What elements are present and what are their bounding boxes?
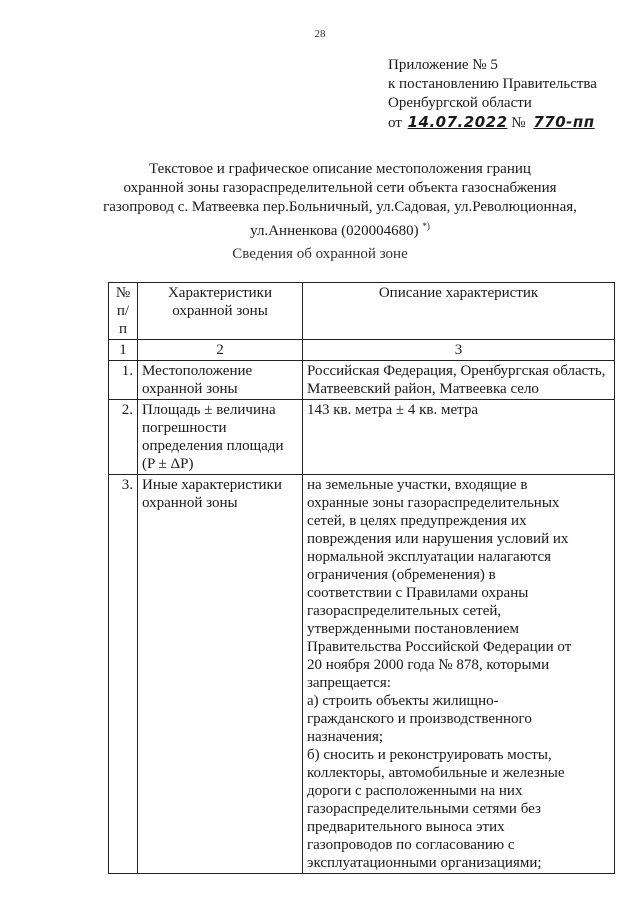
appendix-line-4 (388, 113, 597, 133)
table-row (109, 400, 615, 475)
document-title (70, 160, 610, 241)
row-characteristic: Площадь ± величина погрешности определения площади (P ± ΔP) (138, 400, 303, 475)
row-number: 1. (109, 361, 138, 400)
handwritten-number: 770-пп (533, 113, 595, 131)
zone-info-table (108, 282, 615, 874)
page-number: 28 (314, 28, 326, 40)
title-line-1: Текстовое и графическое описание местоположения границ (149, 161, 531, 177)
table-header-row (109, 283, 615, 340)
index-cell-2: 2 (138, 340, 303, 361)
description-line: а) строить объекты жилищно- (307, 693, 499, 709)
header-characteristic: Характеристики охранной зоны (138, 283, 303, 340)
row-characteristic: Местоположение охранной зоны (138, 361, 303, 400)
row-description: 143 кв. метра ± 4 кв. метра (303, 400, 615, 475)
title-line-2: охранной зоны газораспределительной сети объекта газоснабжения (123, 180, 557, 196)
description-line: назначения; (307, 729, 384, 745)
description-line: газопроводов по согласованию с (307, 837, 515, 853)
description-line: 20 ноября 2000 года № 878, которыми (307, 657, 550, 673)
description-line: дороги с расположенными на них (307, 783, 523, 799)
header-description: Описание характеристик (303, 283, 615, 340)
description-line: охранные зоны газораспределительных (307, 495, 560, 511)
appendix-from-label: от (388, 115, 402, 131)
appendix-line-2: к постановлению Правительства (388, 76, 597, 92)
row-description (303, 475, 615, 874)
index-cell-1: 1 (109, 340, 138, 361)
title-line-4 (70, 217, 610, 241)
description-line: газораспределительных сетей, (307, 603, 502, 619)
description-line: гражданского и производственного (307, 711, 532, 727)
index-cell-3: 3 (303, 340, 615, 361)
appendix-line-1: Приложение № 5 (388, 57, 498, 73)
row-number: 2. (109, 400, 138, 475)
description-line: Правительства Российской Федерации от (307, 639, 572, 655)
appendix-block (388, 56, 597, 133)
description-line: ограничения (обременения) в (307, 567, 496, 583)
row-description: Российская Федерация, Оренбургская область, Матвеевский район, Матвеевка село (303, 361, 615, 400)
description-line: коллекторы, автомобильные и железные (307, 765, 565, 781)
description-line: запрещается: (307, 675, 391, 691)
handwritten-date: 14.07.2022 (407, 113, 508, 131)
description-line: б) сносить и реконструировать мосты, (307, 747, 552, 763)
table-row (109, 361, 615, 400)
table-row (109, 475, 615, 874)
table-index-row (109, 340, 615, 361)
footnote-mark: *) (422, 221, 430, 231)
description-line: предварительного выноса этих (307, 819, 505, 835)
description-line: повреждения или нарушения условий их (307, 531, 569, 547)
number-sign: № (511, 115, 526, 131)
row-characteristic: Иные характеристики охранной зоны (138, 475, 303, 874)
section-subtitle: Сведения об охранной зоне (232, 246, 408, 262)
row-number: 3. (109, 475, 138, 874)
title-line-4-text: ул.Анненкова (020004680) (250, 223, 419, 239)
description-line: эксплуатационными организациями; (307, 855, 542, 871)
description-line: сетей, в целях предупреждения их (307, 513, 527, 529)
title-line-3: газопровод с. Матвеевка пер.Больничный, ул.Садовая, ул.Революционная, (103, 199, 577, 215)
description-line: газораспределительными сетями без (307, 801, 541, 817)
appendix-line-3: Оренбургской области (388, 95, 532, 111)
header-number: № п/п (109, 283, 138, 340)
description-line: утвержденными постановлением (307, 621, 519, 637)
description-line: на земельные участки, входящие в (307, 477, 528, 493)
description-line: соответствии с Правилами охраны (307, 585, 529, 601)
description-line: нормальной эксплуатации налагаются (307, 549, 552, 565)
